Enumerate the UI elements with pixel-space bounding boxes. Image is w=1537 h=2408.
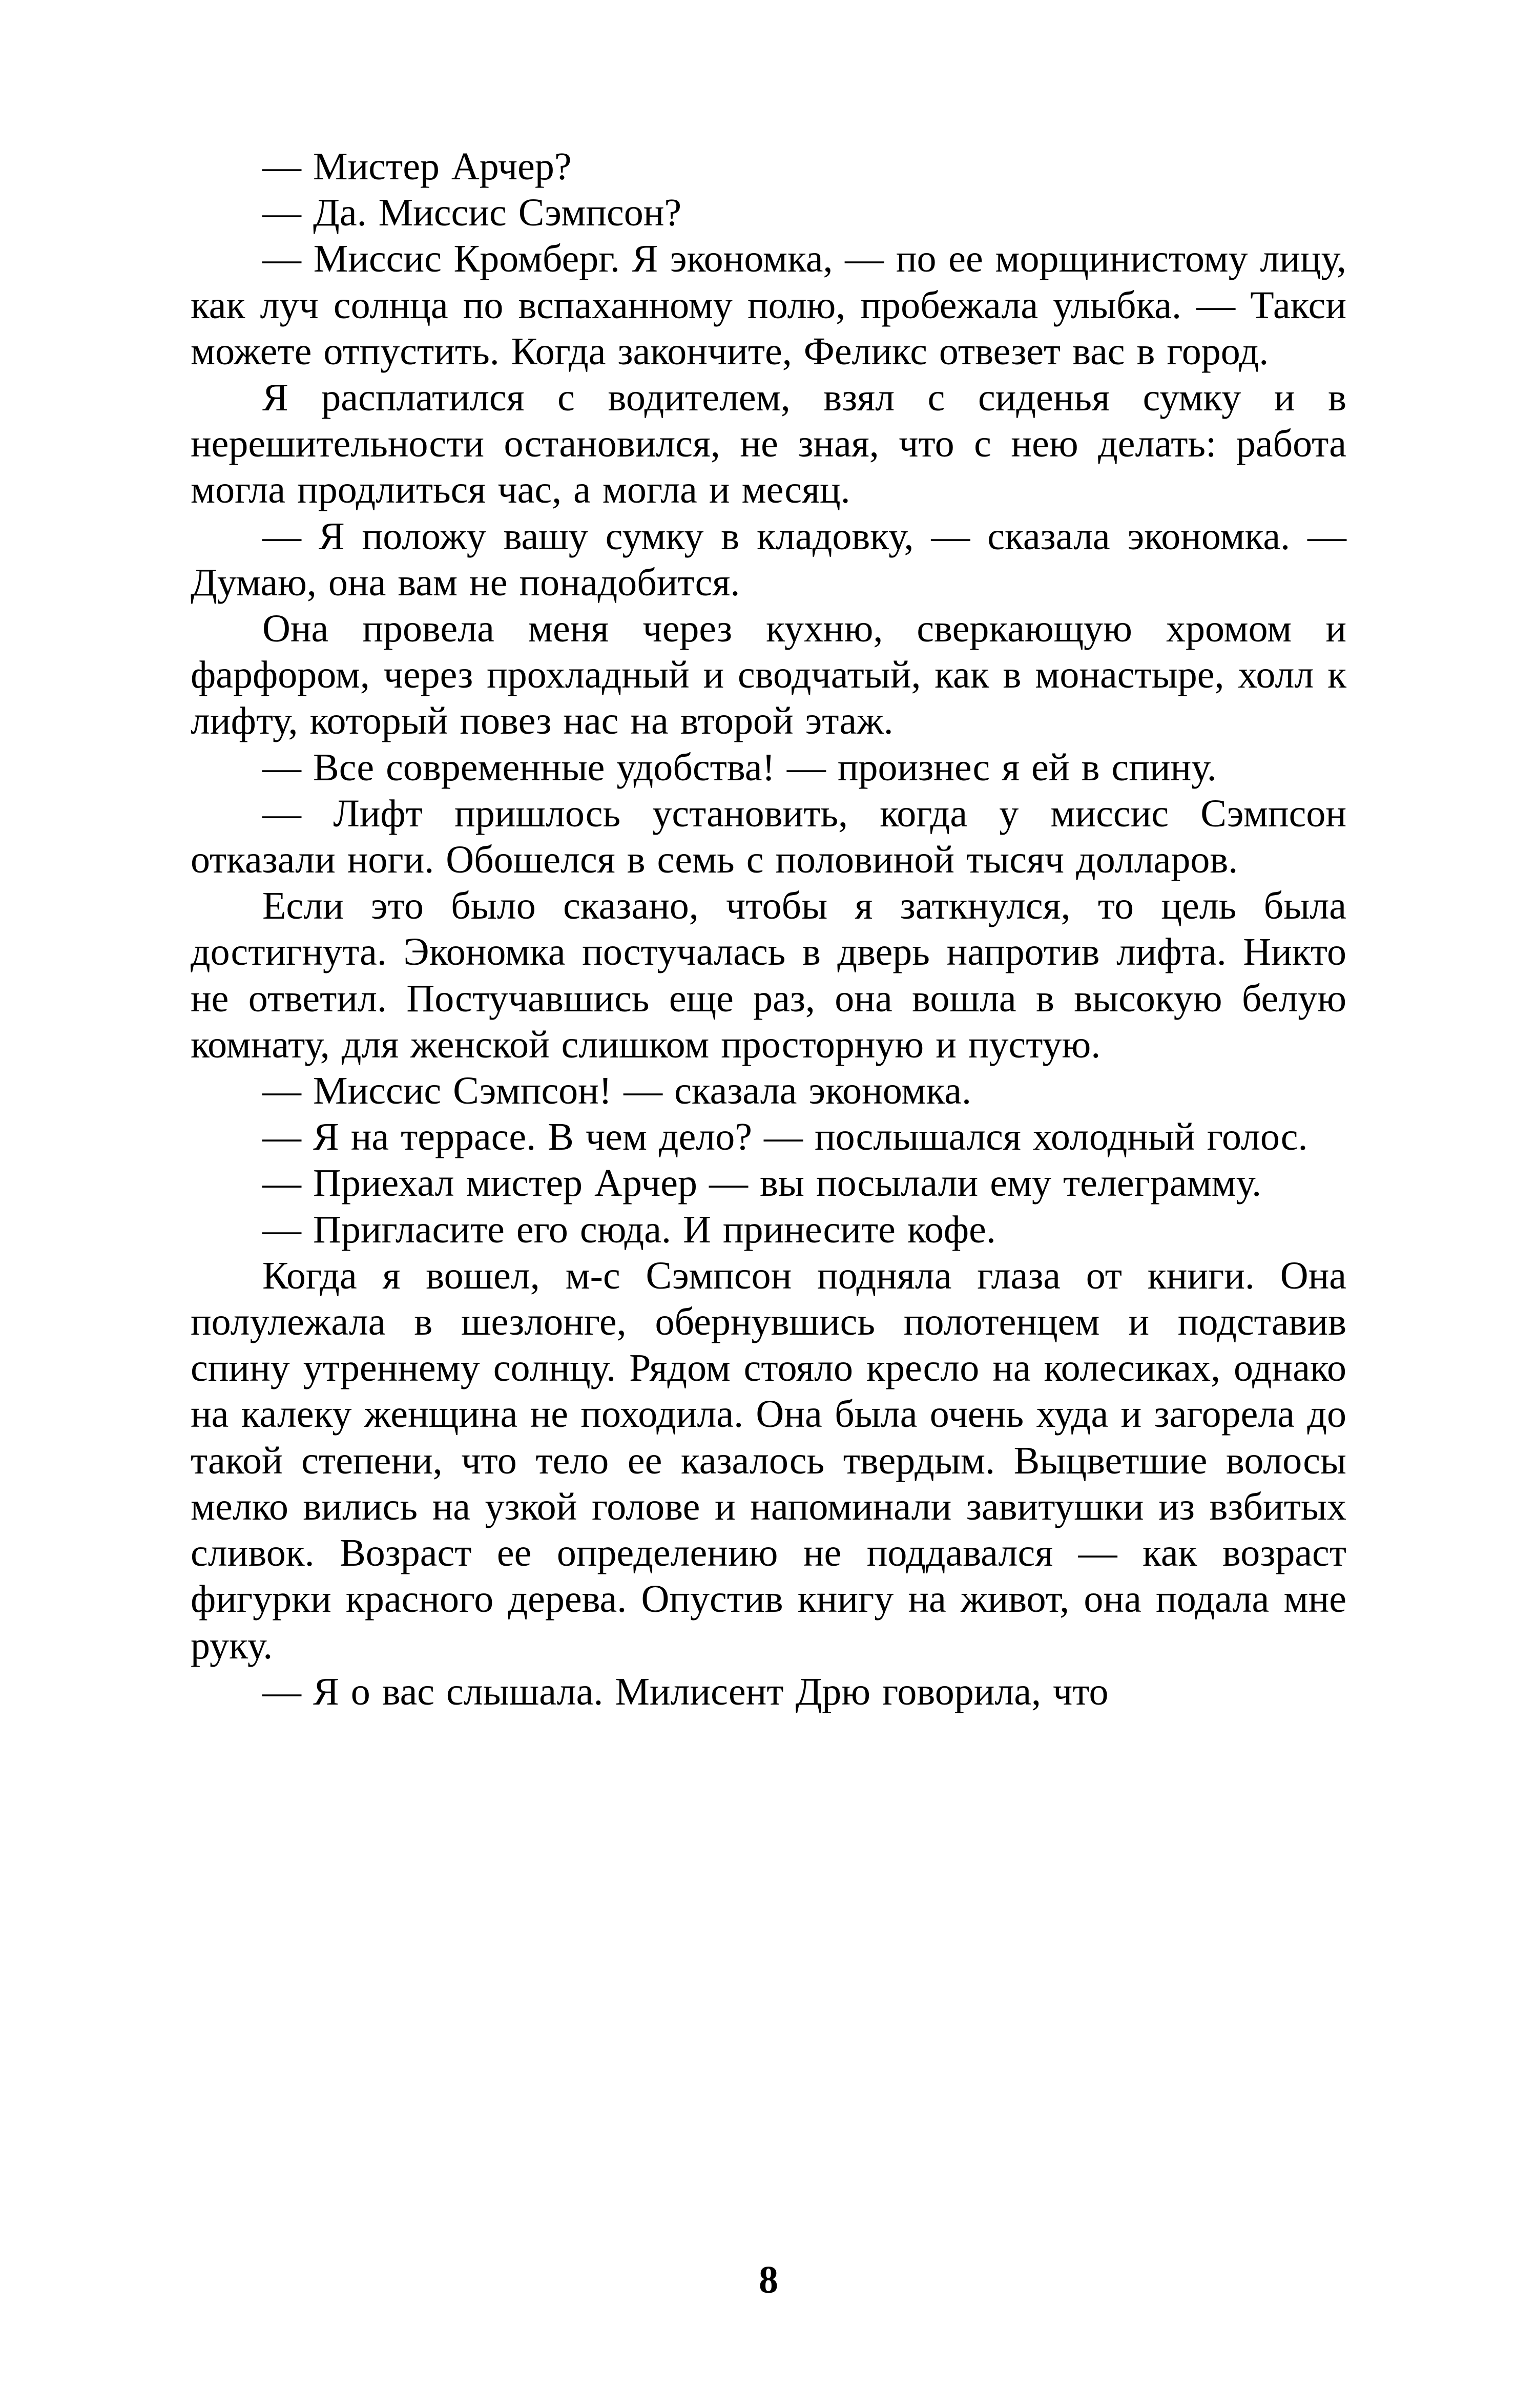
paragraph: — Миссис Сэмпсон! — сказала экономка. [262, 1069, 971, 1113]
paragraph: Если это было сказано, чтобы я заткнулся, то цель была достигнута. Экономка постучалась в дверь напротив лифта. Никто не ответил. Постучавшись еще раз, она вошла в высокую белую комнату, для женской слишком просторную и пустую. [191, 884, 1346, 1066]
paragraph: Я расплатился с водителем, взял с сиденья сумку и в нерешительности остановился, не зная, что с нею делать: работа могла продлиться час, а могла и месяц. [191, 376, 1346, 512]
paragraph: — Миссис Кромберг. Я экономка, — по ее морщинистому лицу, как луч солнца по вспаханному полю, пробежала улыбка. — Такси можете отпустить. Когда закончите, Феликс отвезет вас в город. [191, 237, 1346, 373]
paragraph: — Все современные удобства! — произнес я ей в спину. [262, 745, 1217, 789]
paragraph: — Мистер Арчер? [262, 145, 572, 188]
paragraph: — Я о вас слышала. Милисент Дрю говорила, что [262, 1670, 1109, 1713]
paragraph: — Я на террасе. В чем дело? — послышался холодный голос. [262, 1115, 1308, 1159]
page-text-block [191, 143, 1346, 1715]
paragraph: — Пригласите его сюда. И принесите кофе. [262, 1208, 996, 1251]
paragraph: — Лифт пришлось установить, когда у миссис Сэмпсон отказали ноги. Обошелся в семь с половиной тысяч долларов. [191, 792, 1346, 882]
paragraph: — Да. Миссис Сэмпсон? [262, 191, 682, 235]
paragraph: — Я положу вашу сумку в кладовку, — сказала экономка. — Думаю, она вам не понадобится. [191, 514, 1346, 604]
page-number: 8 [759, 2258, 778, 2301]
paragraph: Когда я вошел, м-с Сэмпсон подняла глаза от книги. Она полулежала в шезлонге, обернувшись полотенцем и подставив спину утреннему солнцу. Рядом стояло кресло на колесиках, однако на калеку женщина не походила. Она была очень худа и загорела до такой степени, что тело ее казалось твердым. Выцветшие волосы мелко вились на узкой голове и напоминали завитушки из взбитых сливок. Возраст ее определению не поддавался — как возраст фигурки красного дерева. Опустив книгу на живот, она подала мне руку. [191, 1254, 1346, 1667]
paragraph: — Приехал мистер Арчер — вы посылали ему телеграмму. [262, 1161, 1262, 1205]
paragraph: Она провела меня через кухню, сверкающую хромом и фарфором, через прохладный и сводчатый, как в монастыре, холл к лифту, который повез нас на второй этаж. [191, 607, 1346, 743]
